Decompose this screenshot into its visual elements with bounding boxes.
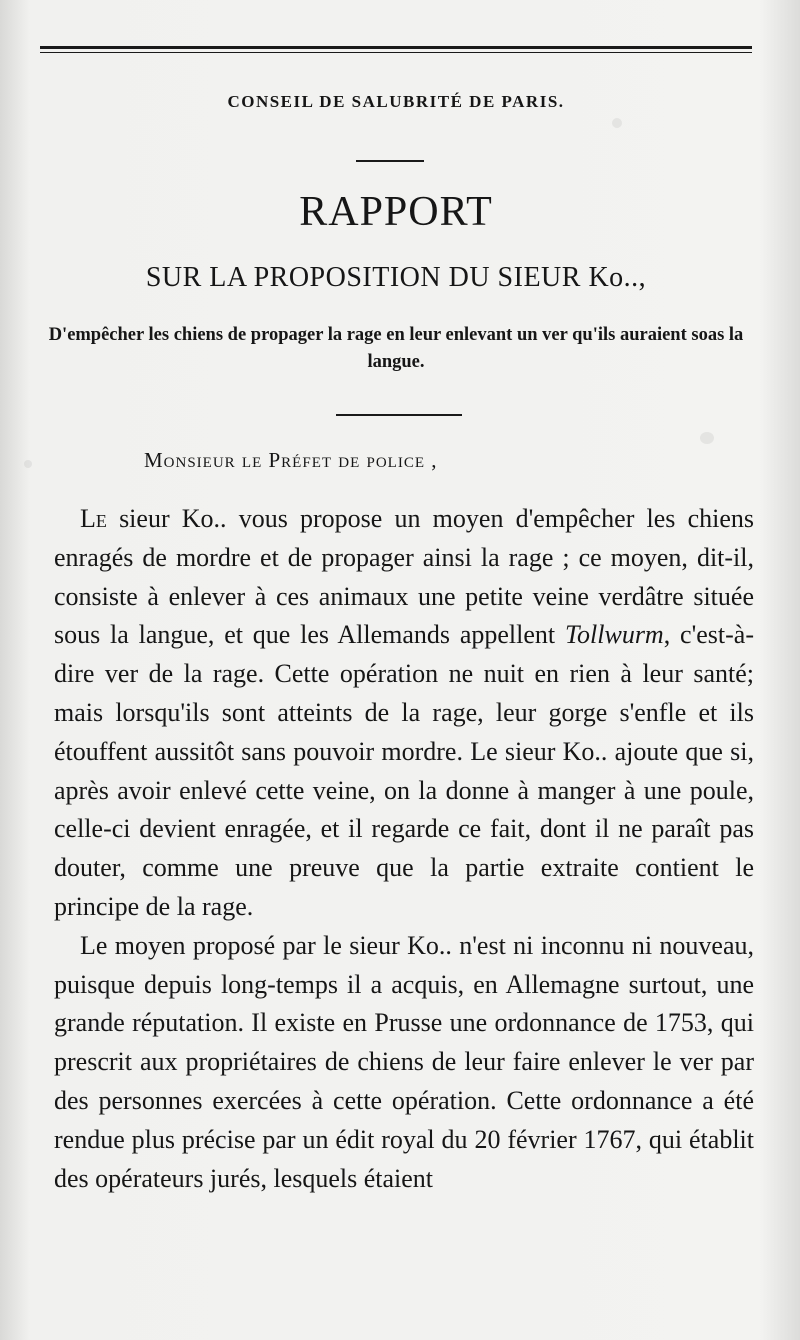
top-thin-rule: [40, 52, 752, 53]
paragraph-1-text-after: , c'est-à-dire ver de la rage. Cette opération ne nuit en rien à leur santé; mais lorsqu'ils sont atteints de la rage, leur gorge s'enfle et ils étouffent aussitôt sans pouvoir mordre. Le sieur Ko.. ajoute que si, après avoir enlevé cette veine, on la donne à manger à une poule, celle-ci devient enragée, et il regarde ce fait, dont il ne paraît pas douter, comme une preuve que la partie extraite contient le principe de la rage.: [54, 620, 754, 921]
lead-summary: D'empêcher les chiens de propager la rage en leur enlevant un ver qu'ils auraient soas la langue.: [48, 325, 744, 372]
paper-spot: [700, 432, 714, 444]
paper-spot: [612, 118, 622, 128]
page-subtitle: SUR LA PROPOSITION DU SIEUR Ko..,: [145, 262, 647, 293]
paragraph-1: [54, 500, 754, 927]
page-title: RAPPORT: [299, 189, 493, 235]
top-double-rule: [40, 46, 752, 49]
paragraph-1-italic: Tollwurm: [564, 620, 664, 650]
body-text: [54, 500, 754, 1198]
paper-spot: [24, 460, 32, 468]
paragraph-1-text: sieur Ko.. vous propose un moyen d'empêcher les chiens enragés de mordre et de propager ainsi la rage ; ce moyen, dit-il, consiste à enlever à ces animaux une petite veine verdâtre située sous la langue, et que les Allemands appellent: [54, 504, 754, 650]
ornament-rule-top: [356, 160, 424, 162]
paragraph-initial: Le: [80, 504, 107, 533]
ornament-rule-middle: [336, 414, 462, 416]
running-head: CONSEIL DE SALUBRITÉ DE PARIS.: [227, 92, 565, 111]
paragraph-2: Le moyen proposé par le sieur Ko.. n'est ni inconnu ni nouveau, puisque depuis long-temps il a acquis, en Allemagne surtout, une grande réputation. Il existe en Prusse une ordonnance de 1753, qui prescrit aux propriétaires de chiens de leur faire enlever le ver par des personnes exercées à cette opération. Cette ordonnance a été rendue plus précise par un édit royal du 20 février 1767, qui établit des opérateurs jurés, lesquels étaient: [54, 930, 754, 1193]
salutation: Monsieur le Préfet de police ,: [144, 448, 438, 472]
